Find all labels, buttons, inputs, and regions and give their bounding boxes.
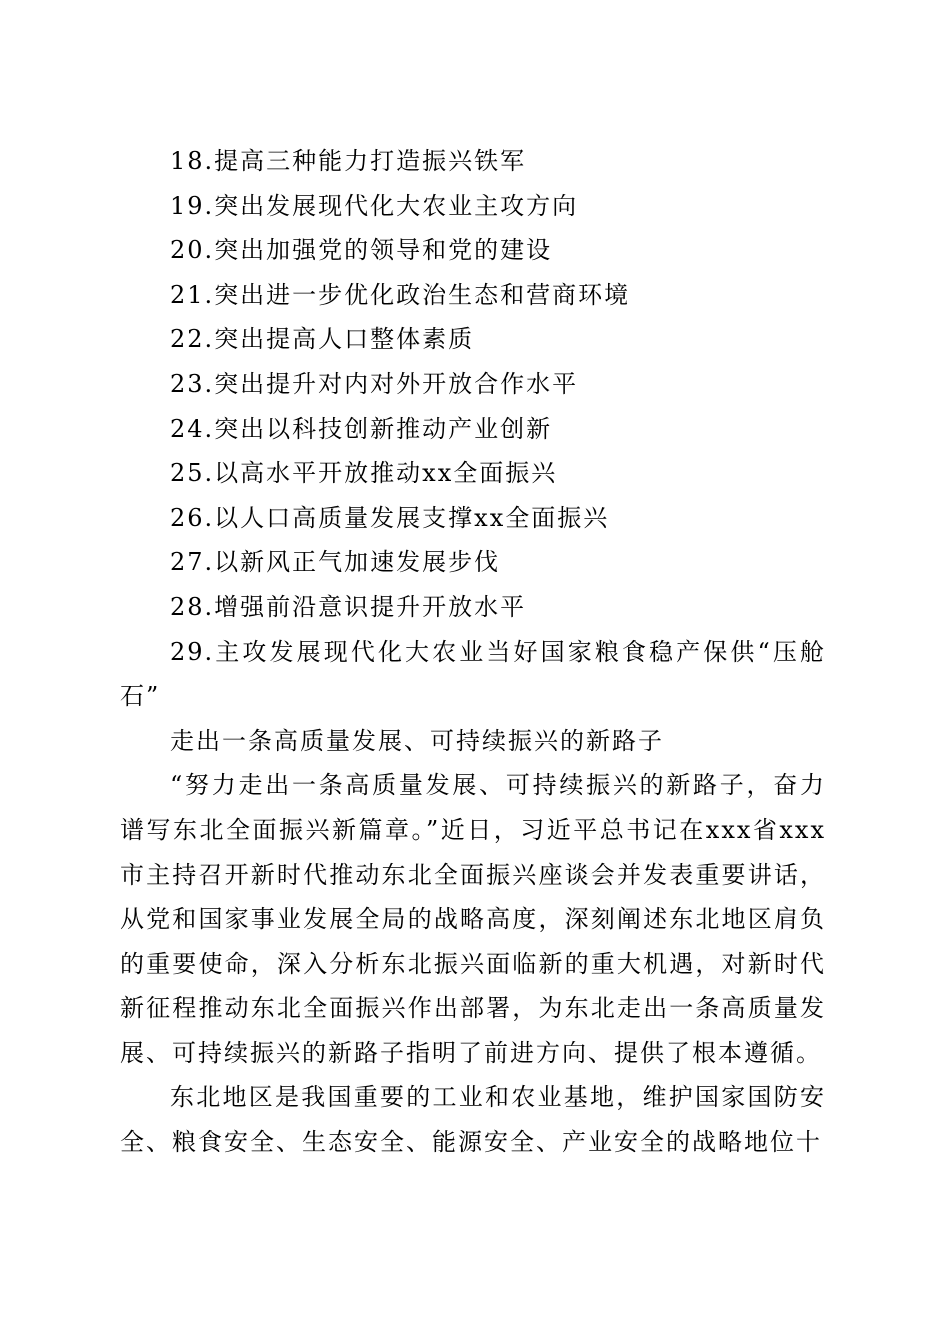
list-item-25: 25.以高水平开放推动xx全面振兴	[170, 459, 558, 488]
document-body	[120, 139, 826, 1165]
list-item-29: 29.主攻发展现代化大农业当好国家粮食稳产保供“压舱石”	[120, 637, 826, 711]
body-paragraph-1: “努力走出一条高质量发展、可持续振兴的新路子，奋力谱写东北全面振兴新篇章。”近日，习近平总书记在xxx省xxx市主持召开新时代推动东北全面振兴座谈会并发表重要讲话，从党和国家事业发展全局的战略高度，深刻阐述东北地区肩负的重要使命，深入分析东北振兴面临新的重大机遇，对新时代新征程推动东北全面振兴作出部署，为东北走出一条高质量发展、可持续振兴的新路子指明了前进方向、提供了根本遵循。	[120, 771, 826, 1067]
list-item-28: 28.增强前沿意识提升开放水平	[170, 592, 527, 621]
list-item-26: 26.以人口高质量发展支撑xx全面振兴	[170, 503, 610, 532]
list-item-19: 19.突出发展现代化大农业主攻方向	[170, 191, 579, 220]
list-item-18: 18.提高三种能力打造振兴铁军	[170, 147, 527, 175]
list-item-21: 21.突出进一步优化政治生态和营商环境	[170, 280, 631, 309]
list-item-27: 27.以新风正气加速发展步伐	[170, 548, 501, 577]
list-item-22: 22.突出提高人口整体素质	[170, 325, 475, 354]
list-item-20: 20.突出加强党的领导和党的建设	[170, 236, 553, 265]
body-paragraph-2: 东北地区是我国重要的工业和农业基地，维护国家国防安全、粮食安全、生态安全、能源安全、产业安全的战略地位十	[120, 1083, 826, 1157]
section-title: 走出一条高质量发展、可持续振兴的新路子	[170, 726, 664, 755]
list-item-24: 24.突出以科技创新推动产业创新	[170, 414, 553, 443]
list-item-23: 23.突出提升对内对外开放合作水平	[170, 369, 579, 398]
